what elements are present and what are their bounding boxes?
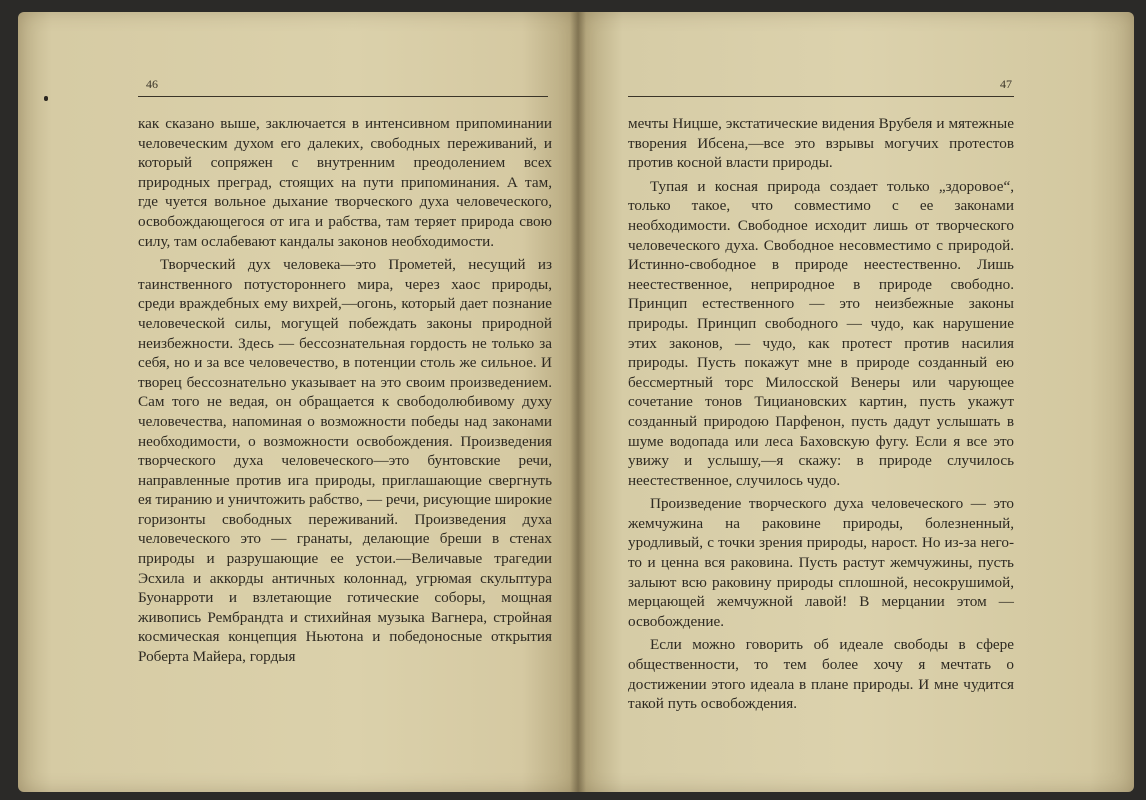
right-page xyxy=(578,12,1134,792)
right-page-text xyxy=(628,114,1014,714)
ink-mark xyxy=(44,96,48,101)
left-page xyxy=(18,12,578,792)
paragraph: мечты Ницше, экстатические видения Врубеля и мятежные творения Ибсена,—все это взрывы могучих протестов против косной власти природы. xyxy=(628,115,1014,172)
paragraph: как сказано выше, заключается в интенсивном припоминании человеческим духом его далеких, свободных переживаний, и который сопряжен с внутренним преодолением всех природных преград, стоящих на пути припоминания. А там, где чуется вольное дыхание творческого духа человеческого, освобождающегося от ига и рабства, там теряет природа свою силу, там ослабевают кандалы законов необходимости. xyxy=(138,115,552,250)
book-gutter xyxy=(570,12,586,792)
page-number-right: 47 xyxy=(1000,77,1012,91)
paragraph: Если можно говорить об идеале свободы в сфере общественности, то тем более хочу я мечтать о достижении этого идеала в плане природы. И мне чудится такой путь освобождения. xyxy=(628,636,1014,713)
page-number-left: 46 xyxy=(146,77,158,91)
paragraph: Творческий дух человека—это Прометей, несущий из таинственного потустороннего мира, через хаос природы, среди враждебных ему вихрей,—огонь, который дает познание человеческой силы, могущей побеждать законы природной неизбежности. Здесь — бессознательная гордость не только за себя, но и за все человечество, в потенции столь же сильное. И творец бессознательно указывает на это своим произведением. Сам того не ведая, он обращается к свободолюбивому духу человечества, напоминая о возможности победы над законами необходимости, о возможности освобождения. Произведения творческого духа человеческого—это бунтовские речи, направленные против ига природы, приглашающие свергнуть ея тиранию и уничтожить рабство, — речи, рисующие широкие горизонты свободных переживаний. Произведения духа человеческого это — гранаты, делающие бреши в стенах природы и разрушающие ее устои.—Величавые трагедии Эсхила и аккорды античных колоннад, угрюмая скульптура Буонарроти и взлетающие готические соборы, мощная живопись Рембрандта и стихийная музыка Вагнера, стройная космическая концепция Ньютона и победоносные открытия Роберта Майера, гордыя xyxy=(138,256,552,666)
right-page-header xyxy=(628,76,1014,97)
left-page-header xyxy=(138,76,548,97)
book-spread xyxy=(18,12,1134,792)
paragraph: Тупая и косная природа создает только „здоровое“, только такое, что совместимо с ее законами необходимости. Свободное исходит лишь от творческого человеческого духа. Свободное несовместимо с природой. Истинно-свободное в природе неестественно. Лишь неестественное, неприродное в природе свободно. Принцип естественного — это неизбежные законы природы. Принцип свободного — чудо, как нарушение этих законов, — чудо, как протест против насилия природы. Пусть покажут мне в природе созданный ею бессмертный торс Милосской Венеры или чарующее сочетание тонов Тициановских картин, пусть укажут созданный природою Парфенон, пусть дадут услышать в шуме водопада или леса Баховскую фугу. Если я все это увижу и услышу,—я скажу: в природе случилось неестественное, случилось чудо. xyxy=(628,177,1014,489)
paragraph: Произведение творческого духа человеческого — это жемчужина на раковине природы, болезненный, уродливый, с точки зрения природы, нарост. Но из-за него-то и ценна вся раковина. Пусть растут жемчужины, пусть залыют всю раковину природы сплошной, несокрушимой, мерцающей жемчужной лавой! В мерцании этом — освобождение. xyxy=(628,495,1014,630)
left-page-text xyxy=(138,114,552,667)
